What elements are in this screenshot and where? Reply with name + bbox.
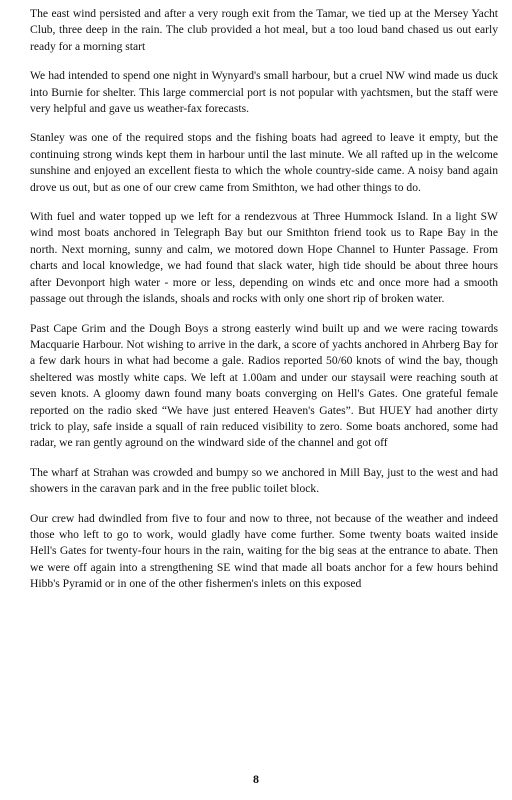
- paragraph-mersey-yacht-club: The east wind persisted and after a very rough exit from the Tamar, we tied up at the Mersey Yacht Club, three deep in the rain. The club provided a hot meal, but a too loud band chased us out early ready for a morning start: [30, 7, 498, 53]
- paragraph-macquarie-harbour: Past Cape Grim and the Dough Boys a strong easterly wind built up and we were racing towards Macquarie Harbour. Not wishing to arrive in the dark, a score of yachts anchored in Ahrberg Bay for a few dark hours in what had become a gale. Radios reported 50/60 knots of wind the bay, though sheltered was mostly white caps. We left at 1.00am and under our staysail were reaching south at seven knots. A gloomy dawn found many boats converging on Hell's Gates. One grateful female reported on the radio sked “We have just entered Heaven's Gates”. But HUEY had another dirty trick to play, safe inside a squall of rain reduced visibility to zero. Some boats anchored, some had radar, we ran gently aground on the windward side of the channel and got off: [30, 321, 498, 450]
- paragraph-stanley: Stanley was one of the required stops and the fishing boats had agreed to leave it empty, but the continuing strong winds kept them in harbour until the last minute. We all rafted up in the welcome sunshine and enjoyed an excellent fiesta to which the whole country-side came. A noisy band again drove us out, but as one of our crew came from Smithton, we had other things to do.: [30, 131, 498, 194]
- paragraph-burnie: We had intended to spend one night in Wynyard's small harbour, but a cruel NW wind made us duck into Burnie for shelter. This large commercial port is not popular with yachtsmen, but the staff were very helpful and gave us weather-fax forecasts.: [30, 69, 498, 116]
- paragraph-strahan: The wharf at Strahan was crowded and bumpy so we anchored in Mill Bay, just to the west and had showers in the caravan park and in the free public toilet block.: [30, 465, 498, 496]
- paragraph-three-hummock-island: With fuel and water topped up we left for a rendezvous at Three Hummock Island. In a light SW wind most boats anchored in Telegraph Bay but our Smithton friend took us to Rape Bay in the north. Next morning, sunny and calm, we motored down Hope Channel to Hunter Passage. From charts and local knowledge, we had found that slack water, high tide should be about three hours after Devonport high water - more or less, depending on winds etc and once more had a smooth passage out through the islands, shoals and rocks with only one short rip of broken water.: [30, 210, 498, 306]
- page-number: 8: [253, 772, 259, 786]
- paragraph-crew: Our crew had dwindled from five to four and now to three, not because of the weather and indeed those who left to go to work, would gladly have come further. Some twenty boats waited inside Hell's Gates for twenty-four hours in the rain, waiting for the big seas at the entrance to abate. Then we were off again into a strengthening SE wind that made all boats anchor for a few hours behind Hibb's Pyramid or in one of the other fishermen's inlets on this exposed: [30, 511, 498, 591]
